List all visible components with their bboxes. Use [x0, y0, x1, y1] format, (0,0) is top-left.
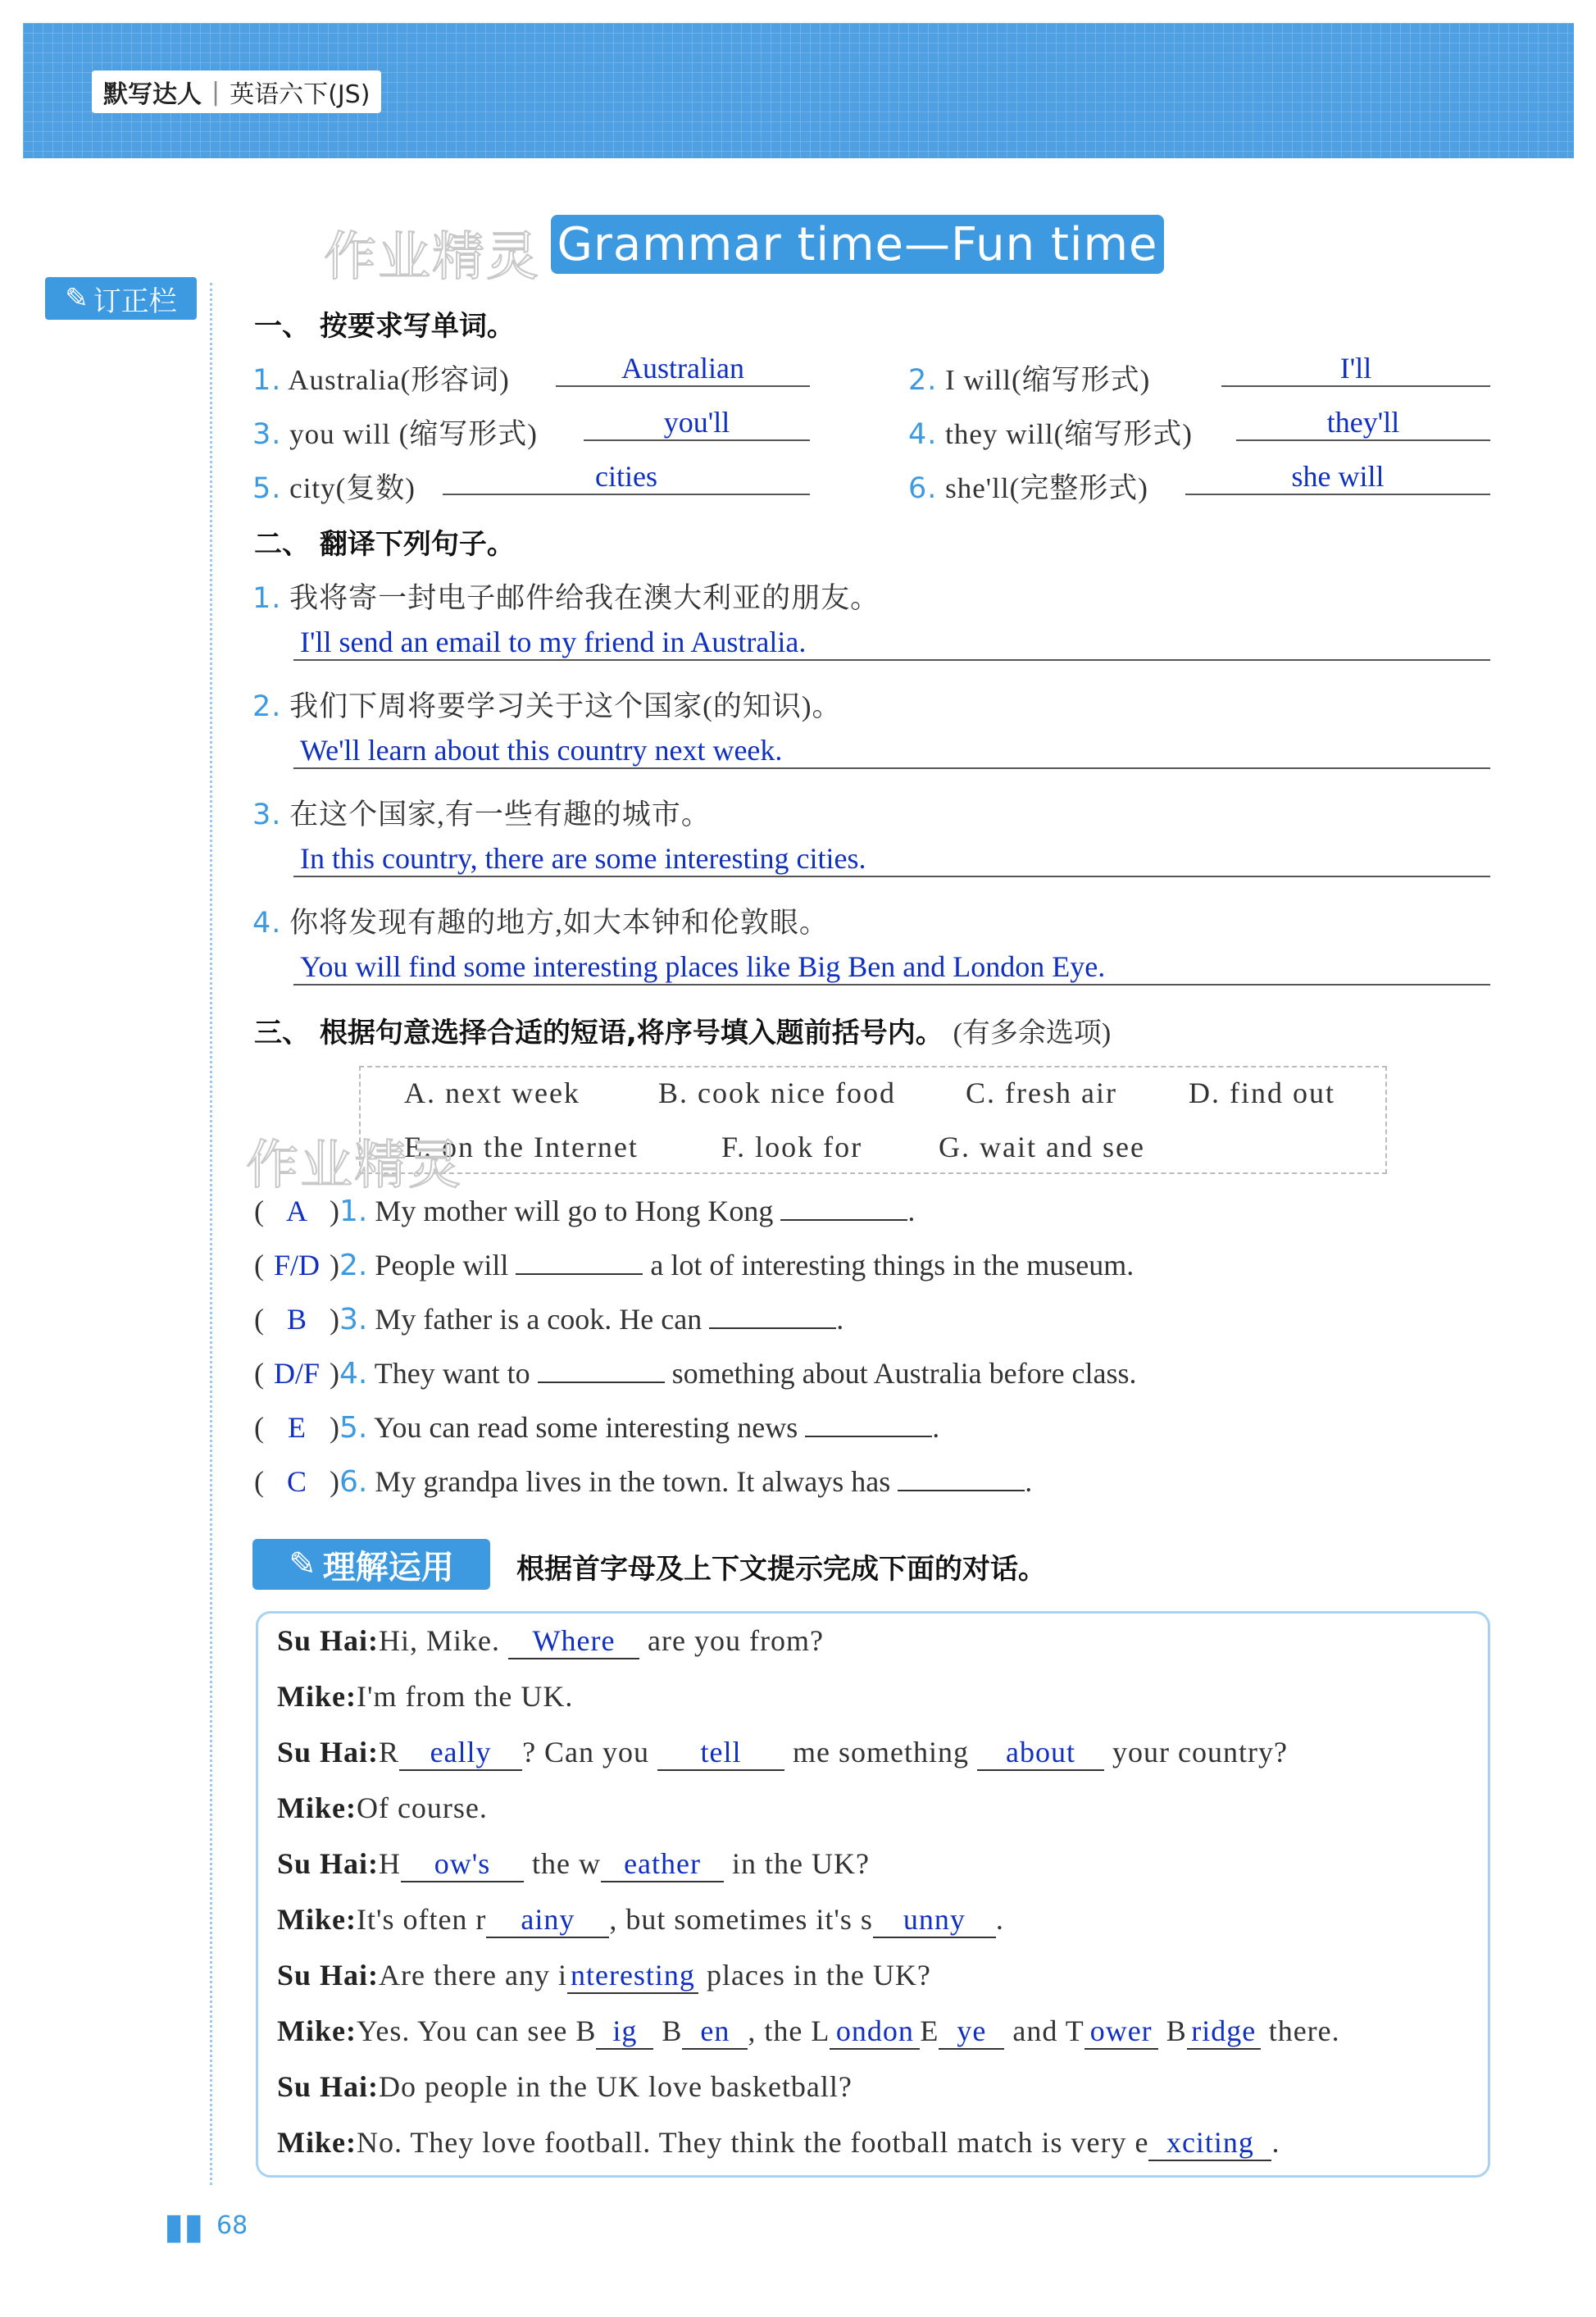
pencil-icon: ✎ [65, 282, 89, 315]
s1-item-2: 2. I will(缩写形式) [908, 364, 1151, 397]
speaker-name: Mike: [277, 1903, 357, 1936]
dialogue-text: Hi, Mike. [379, 1624, 509, 1657]
s3-item-4: ( D/F )4. They want to something about Australia before class. [254, 1357, 1137, 1391]
section3-heading: 三、 根据句意选择合适的短语,将序号填入题前括号内。 (有多余选项) [254, 1017, 1112, 1049]
s1-item-6: 6. she'll(完整形式) [908, 472, 1148, 505]
filled-blank: about [977, 1735, 1104, 1771]
dialogue-text: H [379, 1847, 402, 1880]
s1-answer-6: she will [1185, 459, 1490, 495]
s1-answer-3: you'll [584, 405, 810, 441]
dialogue-text: there. [1260, 2014, 1340, 2047]
dialogue-text: and T [1004, 2014, 1084, 2047]
dialogue-line [277, 1623, 824, 1659]
s2-item-2: 2. 我们下周将要学习关于这个国家(的知识)。 [252, 690, 842, 723]
dialogue-line [277, 2125, 1280, 2161]
s2-item-4: 4. 你将发现有趣的地方,如大本钟和伦敦眼。 [252, 907, 829, 940]
dialogue-line [277, 2014, 1340, 2050]
dialogue-text: , the L [748, 2014, 830, 2047]
s1-answer-1: Australian [556, 351, 810, 387]
filled-blank: ainy [486, 1902, 609, 1938]
option-d: D. find out [1189, 1077, 1335, 1109]
filled-blank: ridge [1187, 2014, 1261, 2050]
filled-blank: unny [873, 1902, 996, 1938]
page-title: Grammar time—Fun time [551, 215, 1164, 274]
s1-answer-4: they'll [1236, 405, 1490, 441]
dialogue-text: It's often r [356, 1903, 487, 1936]
option-b: B. cook nice food [658, 1077, 896, 1109]
option-e: E. on the Internet [404, 1131, 639, 1163]
s2-item-3: 3. 在这个国家,有一些有趣的城市。 [252, 799, 711, 831]
filled-blank: eather [601, 1846, 724, 1882]
s1-item-1: 1. Australia(形容词) [252, 364, 510, 397]
speaker-name: Su Hai: [277, 1959, 380, 1992]
s2-answer-2: We'll learn about this country next week. [293, 733, 1490, 769]
filled-blank: tell [657, 1735, 784, 1771]
dialogue-text: E [920, 2014, 939, 2047]
books-icon: ▮▮ [164, 2205, 204, 2247]
label-separator: | [211, 77, 221, 107]
dialogue-line [277, 1791, 488, 1825]
dialogue-text: R [379, 1736, 400, 1768]
filled-blank: eally [399, 1735, 522, 1771]
s1-answer-2: I'll [1221, 351, 1490, 387]
dialogue-text: Do people in the UK love basketball? [379, 2070, 853, 2103]
s3-item-5: ( E )5. You can read some interesting news . [254, 1411, 940, 1445]
speaker-name: Mike: [277, 1791, 357, 1824]
filled-blank: ye [939, 2014, 1004, 2050]
speaker-name: Mike: [277, 2014, 357, 2047]
filled-blank: ow's [401, 1846, 524, 1882]
filled-blank: nteresting [567, 1958, 698, 1994]
brand-name: 默写达人 [103, 80, 202, 109]
edit-note-icon: ✎ [289, 1545, 316, 1583]
correction-column-divider [210, 283, 212, 2185]
s1-answer-5: cities [443, 459, 810, 495]
speaker-name: Su Hai: [277, 1736, 380, 1768]
s3-item-1: ( A )1. My mother will go to Hong Kong . [254, 1195, 916, 1228]
section2-heading: 二、 翻译下列句子。 [254, 528, 515, 561]
subject-name: 英语六下(JS) [230, 80, 371, 109]
dialogue-text: in the UK? [724, 1847, 870, 1880]
s2-item-1: 1. 我将寄一封电子邮件给我在澳大利亚的朋友。 [252, 582, 880, 615]
dialogue-text: I'm from the UK. [356, 1680, 574, 1713]
s2-answer-1: I'll send an email to my friend in Australia. [293, 625, 1490, 661]
filled-blank: ower [1084, 2014, 1158, 2050]
option-c: C. fresh air [966, 1077, 1117, 1109]
filled-blank: en [682, 2014, 748, 2050]
dialogue-instruction: 根据首字母及上下文提示完成下面的对话。 [516, 1553, 1046, 1586]
dialogue-text: B [1157, 2014, 1187, 2047]
filled-blank: Where [508, 1623, 639, 1659]
dialogue-text: B [653, 2014, 683, 2047]
book-label [92, 71, 381, 113]
dialogue-text: . [995, 1903, 1004, 1936]
dialogue-text: ? Can you [522, 1736, 658, 1768]
s1-item-4: 4. they will(缩写形式) [908, 418, 1193, 451]
dialogue-text: Of course. [356, 1791, 488, 1824]
s3-item-6: ( C )6. My grandpa lives in the town. It always has . [254, 1465, 1033, 1499]
dialogue-section-tag [252, 1539, 490, 1590]
dialogue-text: , but sometimes it's s [609, 1903, 873, 1936]
dialogue-line [277, 1846, 870, 1882]
dialogue-line [277, 1902, 1004, 1938]
s1-item-3: 3. you will (缩写形式) [252, 418, 538, 451]
dialogue-line [277, 1958, 931, 1994]
dialogue-text: Yes. You can see B [356, 2014, 597, 2047]
correction-column-tag [45, 277, 197, 320]
correction-column-label: 订正栏 [93, 285, 177, 318]
speaker-name: Mike: [277, 1680, 357, 1713]
speaker-name: Su Hai: [277, 2070, 380, 2103]
speaker-name: Mike: [277, 2126, 357, 2159]
s3-item-3: ( B )3. My father is a cook. He can . [254, 1303, 844, 1336]
option-f: F. look for [721, 1131, 863, 1163]
dialogue-text: your country? [1104, 1736, 1288, 1768]
page-number-text: 68 [216, 2211, 248, 2240]
filled-blank: ondon [830, 2014, 920, 2050]
speaker-name: Su Hai: [277, 1624, 380, 1657]
dialogue-text: are you from? [639, 1624, 824, 1657]
s1-item-5: 5. city(复数) [252, 472, 416, 505]
dialogue-line [277, 2069, 853, 2104]
speaker-name: Su Hai: [277, 1847, 380, 1880]
dialogue-text: places in the UK? [698, 1959, 931, 1992]
filled-blank: ig [596, 2014, 653, 2050]
section1-heading: 一、 按要求写单词。 [254, 310, 515, 343]
page-number [164, 2205, 248, 2247]
option-g: G. wait and see [939, 1131, 1145, 1163]
dialogue-text: Are there any i [379, 1959, 567, 1992]
dialogue-line [277, 1679, 573, 1714]
filled-blank: xciting [1148, 2125, 1271, 2161]
dialogue-line [277, 1735, 1288, 1771]
s2-answer-4: You will find some interesting places like Big Ben and London Eye. [293, 949, 1490, 986]
dialogue-tag-label: 理解运用 [322, 1548, 454, 1586]
s2-answer-3: In this country, there are some interesting cities. [293, 841, 1490, 877]
dialogue-text: . [1271, 2126, 1280, 2159]
watermark-logo-2: 作业精灵 [246, 1136, 462, 1196]
dialogue-text: No. They love football. They think the football match is very e [356, 2126, 1149, 2159]
dialogue-text: me something [784, 1736, 978, 1768]
watermark-logo: 作业精灵 [324, 227, 540, 288]
dialogue-text: the w [524, 1847, 602, 1880]
option-a: A. next week [404, 1077, 580, 1109]
s3-item-2: ( F/D )2. People will a lot of interesting things in the museum. [254, 1249, 1134, 1282]
